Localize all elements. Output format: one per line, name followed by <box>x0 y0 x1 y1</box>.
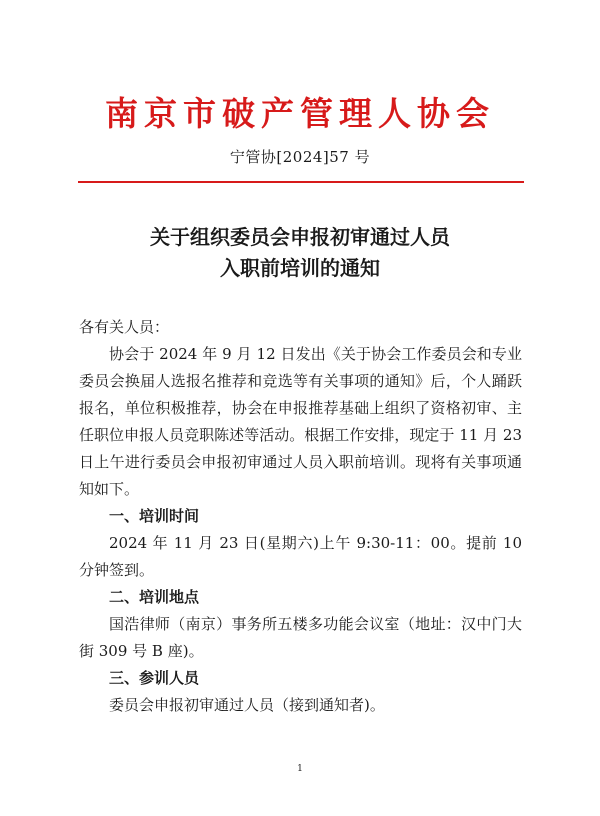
section-heading-location: 二、培训地点 <box>109 588 200 606</box>
section-text-time: 2024 年 11 月 23 日(星期六)上午 9:30-11：00。提前 10 分钟签到。 <box>79 534 522 579</box>
salutation: 各有关人员： <box>79 318 170 336</box>
section-text-participants: 委员会申报初审通过人员（接到通知者)。 <box>109 696 385 714</box>
notice-title <box>0 222 600 284</box>
section-text-location: 国浩律师（南京）事务所五楼多功能会议室（地址：汉中门大街 309 号 B 座)。 <box>79 615 522 660</box>
section-heading-participants: 三、参训人员 <box>109 669 200 687</box>
notice-title-line-2: 入职前培训的通知 <box>220 256 380 280</box>
document-number: 宁管协[2024]57 号 <box>229 148 371 166</box>
notice-title-line-1: 关于组织委员会申报初审通过人员 <box>150 225 450 249</box>
page-number: 1 <box>297 764 303 774</box>
red-header-divider <box>78 181 524 183</box>
intro-paragraph: 协会于 2024 年 9 月 12 日发出《关于协会工作委员会和专业委员会换届人选报名推荐和竞选等有关事项的通知》后，个人踊跃报名，单位积极推荐，协会在申报推荐基础上组织了资格初审、主任职位申报人员竞职陈述等活动。根据工作安排，现定于 11 月 23 日上午进行委员会申报初审通过人员入职前培训。现将有关事项通知如下。 <box>79 345 522 498</box>
organization-title: 南京市破产管理人协会 <box>105 94 495 133</box>
notice-body <box>79 314 522 719</box>
section-heading-time: 一、培训时间 <box>109 507 200 525</box>
